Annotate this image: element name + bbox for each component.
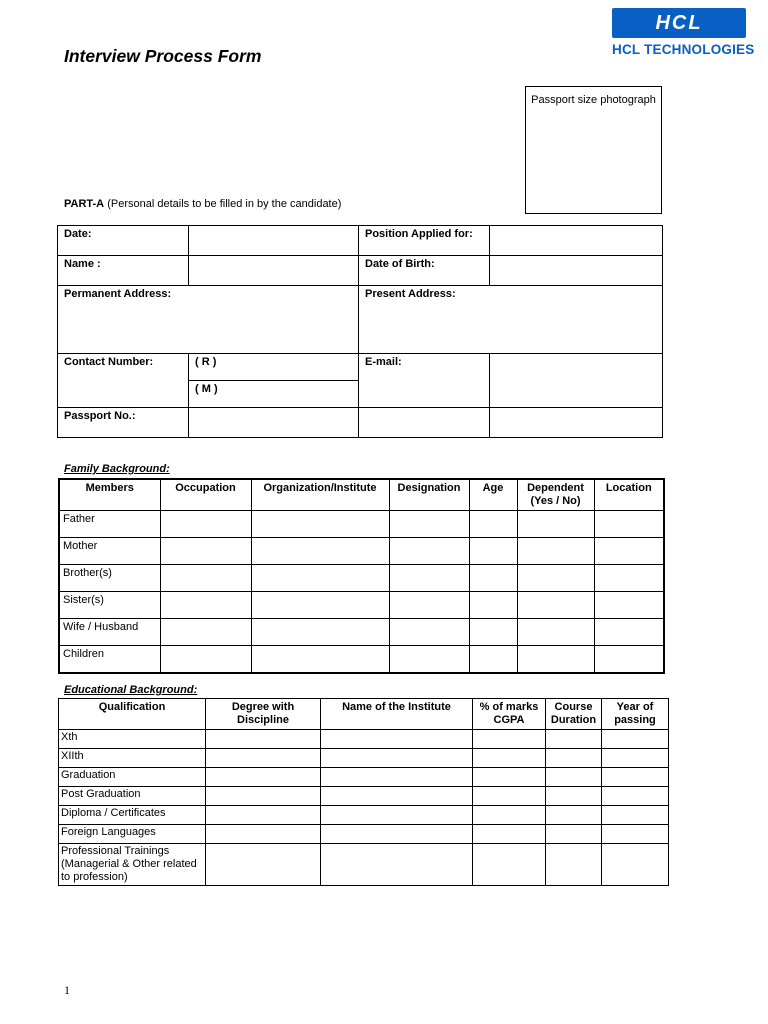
education-input-cell[interactable] <box>602 730 669 749</box>
family-input-cell[interactable] <box>517 538 594 565</box>
education-input-cell[interactable] <box>546 730 602 749</box>
family-input-cell[interactable] <box>469 619 517 646</box>
education-input-cell[interactable] <box>321 730 473 749</box>
family-member-label: Children <box>59 646 160 673</box>
mobile-phone-field[interactable] <box>189 381 359 408</box>
education-input-cell[interactable] <box>206 768 321 787</box>
family-header-cell: Age <box>469 479 517 511</box>
education-header-cell: Qualification <box>59 699 206 730</box>
family-input-cell[interactable] <box>160 565 251 592</box>
family-row <box>59 511 664 538</box>
present-address-label: Present Address: <box>365 288 456 300</box>
education-input-cell[interactable] <box>473 806 546 825</box>
education-input-cell[interactable] <box>321 806 473 825</box>
position-label: Position Applied for: <box>359 226 490 256</box>
education-input-cell[interactable] <box>546 844 602 886</box>
family-input-cell[interactable] <box>160 538 251 565</box>
family-input-cell[interactable] <box>594 646 664 673</box>
education-input-cell[interactable] <box>602 825 669 844</box>
family-input-cell[interactable] <box>594 538 664 565</box>
personal-details-table <box>57 225 663 438</box>
education-input-cell[interactable] <box>546 806 602 825</box>
education-row <box>59 825 669 844</box>
family-input-cell[interactable] <box>517 511 594 538</box>
family-input-cell[interactable] <box>160 592 251 619</box>
email-field[interactable] <box>490 354 663 408</box>
education-input-cell[interactable] <box>602 844 669 886</box>
family-input-cell[interactable] <box>251 646 389 673</box>
name-label: Name : <box>58 256 189 286</box>
education-qualification-label: Post Graduation <box>59 787 206 806</box>
photo-box[interactable] <box>525 86 662 214</box>
logo-text: HCL <box>655 11 703 34</box>
family-input-cell[interactable] <box>160 511 251 538</box>
family-row <box>59 592 664 619</box>
education-qualification-label: Graduation <box>59 768 206 787</box>
education-row <box>59 844 669 886</box>
education-input-cell[interactable] <box>321 749 473 768</box>
family-input-cell[interactable] <box>160 619 251 646</box>
family-input-cell[interactable] <box>389 592 469 619</box>
passport-label: Passport No.: <box>58 408 189 438</box>
family-input-cell[interactable] <box>160 646 251 673</box>
mobile-label: ( M ) <box>195 383 218 395</box>
family-header-cell: Members <box>59 479 160 511</box>
education-input-cell[interactable] <box>546 768 602 787</box>
family-input-cell[interactable] <box>594 592 664 619</box>
dob-field[interactable] <box>490 256 663 286</box>
family-header-cell: Location <box>594 479 664 511</box>
family-row <box>59 619 664 646</box>
family-input-cell[interactable] <box>517 619 594 646</box>
part-a-heading <box>64 198 341 210</box>
education-qualification-label: Xth <box>59 730 206 749</box>
education-qualification-label: XIIth <box>59 749 206 768</box>
education-input-cell[interactable] <box>206 806 321 825</box>
education-input-cell[interactable] <box>473 768 546 787</box>
company-name: HCL TECHNOLOGIES <box>612 42 755 57</box>
family-input-cell[interactable] <box>251 538 389 565</box>
family-input-cell[interactable] <box>389 538 469 565</box>
family-input-cell[interactable] <box>517 565 594 592</box>
family-input-cell[interactable] <box>469 538 517 565</box>
passport-field[interactable] <box>189 408 359 438</box>
family-member-label: Sister(s) <box>59 592 160 619</box>
education-header-cell: Name of the Institute <box>321 699 473 730</box>
email-label: E-mail: <box>359 354 490 408</box>
residence-phone-field[interactable] <box>189 354 359 381</box>
family-input-cell[interactable] <box>469 646 517 673</box>
family-input-cell[interactable] <box>251 619 389 646</box>
education-qualification-label: Foreign Languages <box>59 825 206 844</box>
education-input-cell[interactable] <box>206 825 321 844</box>
education-input-cell[interactable] <box>321 825 473 844</box>
family-row <box>59 565 664 592</box>
family-input-cell[interactable] <box>594 511 664 538</box>
family-input-cell[interactable] <box>389 619 469 646</box>
family-member-label: Wife / Husband <box>59 619 160 646</box>
family-input-cell[interactable] <box>251 565 389 592</box>
education-input-cell[interactable] <box>473 844 546 886</box>
family-input-cell[interactable] <box>389 646 469 673</box>
family-row <box>59 538 664 565</box>
page-number: 1 <box>64 983 70 997</box>
family-input-cell[interactable] <box>469 511 517 538</box>
education-input-cell[interactable] <box>546 749 602 768</box>
family-input-cell[interactable] <box>251 511 389 538</box>
educational-background-table <box>58 698 669 886</box>
education-row <box>59 806 669 825</box>
education-input-cell[interactable] <box>473 730 546 749</box>
education-input-cell[interactable] <box>206 844 321 886</box>
education-row <box>59 787 669 806</box>
education-input-cell[interactable] <box>546 825 602 844</box>
education-input-cell[interactable] <box>206 749 321 768</box>
education-input-cell[interactable] <box>602 806 669 825</box>
residence-label: ( R ) <box>195 356 217 368</box>
education-input-cell[interactable] <box>602 768 669 787</box>
form-title: Interview Process Form <box>64 46 262 66</box>
permanent-address-label: Permanent Address: <box>64 288 172 300</box>
education-input-cell[interactable] <box>473 749 546 768</box>
family-input-cell[interactable] <box>517 592 594 619</box>
education-header-cell: Year of passing <box>602 699 669 730</box>
education-input-cell[interactable] <box>206 730 321 749</box>
contact-number-label: Contact Number: <box>58 354 189 408</box>
date-label: Date: <box>58 226 189 256</box>
permanent-address-field[interactable] <box>58 286 359 354</box>
date-field[interactable] <box>189 226 359 256</box>
family-header-cell: Organization/Institute <box>251 479 389 511</box>
family-input-cell[interactable] <box>469 592 517 619</box>
family-input-cell[interactable] <box>594 565 664 592</box>
passport-extra-field-2[interactable] <box>490 408 663 438</box>
position-field[interactable] <box>490 226 663 256</box>
family-row <box>59 646 664 673</box>
photo-box-label: Passport size photograph <box>531 94 656 106</box>
dob-label: Date of Birth: <box>359 256 490 286</box>
education-input-cell[interactable] <box>321 768 473 787</box>
family-member-label: Brother(s) <box>59 565 160 592</box>
family-input-cell[interactable] <box>469 565 517 592</box>
family-input-cell[interactable] <box>389 511 469 538</box>
family-input-cell[interactable] <box>389 565 469 592</box>
education-row <box>59 749 669 768</box>
education-input-cell[interactable] <box>602 787 669 806</box>
education-input-cell[interactable] <box>473 825 546 844</box>
name-field[interactable] <box>189 256 359 286</box>
family-member-label: Mother <box>59 538 160 565</box>
education-input-cell[interactable] <box>206 787 321 806</box>
present-address-field[interactable] <box>359 286 663 354</box>
family-member-label: Father <box>59 511 160 538</box>
education-row <box>59 730 669 749</box>
education-qualification-label: Professional Trainings (Managerial & Other related to profession) <box>59 844 206 886</box>
part-a-note: (Personal details to be filled in by the candidate) <box>107 198 342 210</box>
educational-background-title: Educational Background: <box>64 684 198 696</box>
education-input-cell[interactable] <box>546 787 602 806</box>
education-row <box>59 768 669 787</box>
education-header-cell: Course Duration <box>546 699 602 730</box>
family-input-cell[interactable] <box>594 619 664 646</box>
family-background-table <box>58 478 665 674</box>
education-header-cell: Degree with Discipline <box>206 699 321 730</box>
family-header-cell: Designation <box>389 479 469 511</box>
education-input-cell[interactable] <box>321 787 473 806</box>
family-header-cell: Occupation <box>160 479 251 511</box>
education-input-cell[interactable] <box>321 844 473 886</box>
hcl-logo <box>612 8 746 38</box>
family-header-cell: Dependent (Yes / No) <box>517 479 594 511</box>
family-input-cell[interactable] <box>251 592 389 619</box>
family-input-cell[interactable] <box>517 646 594 673</box>
education-input-cell[interactable] <box>602 749 669 768</box>
passport-extra-field[interactable] <box>359 408 490 438</box>
family-background-title: Family Background: <box>64 463 170 475</box>
education-header-cell: % of marks CGPA <box>473 699 546 730</box>
part-a-label: PART-A <box>64 198 105 210</box>
education-qualification-label: Diploma / Certificates <box>59 806 206 825</box>
education-input-cell[interactable] <box>473 787 546 806</box>
